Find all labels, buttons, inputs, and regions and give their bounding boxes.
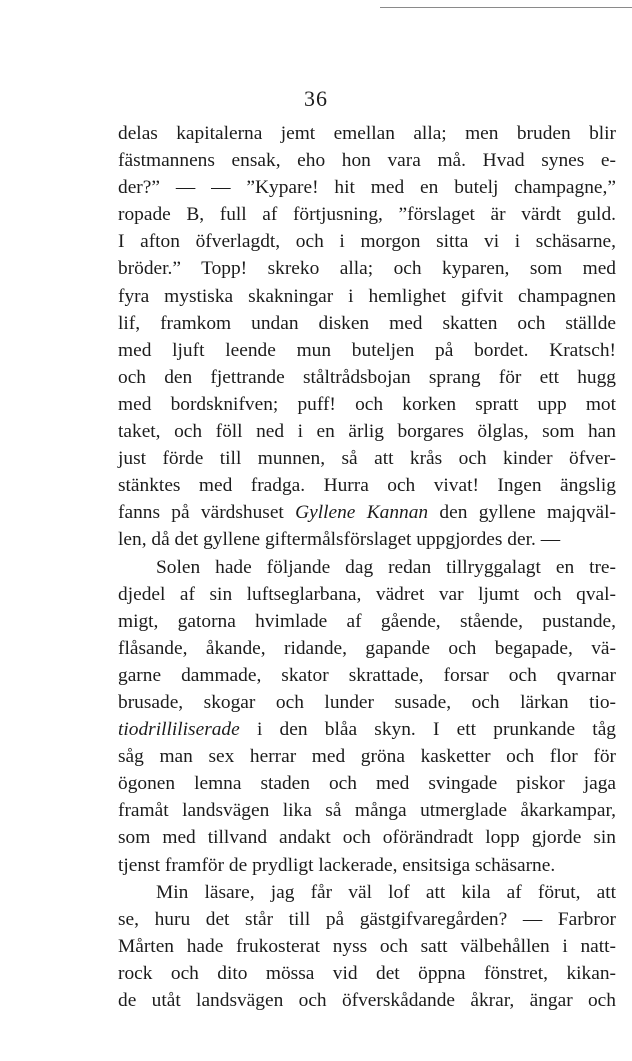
text-line: med ljuft leende mun buteljen på bordet. Kratsch! xyxy=(118,339,616,361)
text-line: migt, gatorna hvimlade af gående, stående, pustande, xyxy=(118,610,616,632)
body-text xyxy=(118,120,616,1014)
text-line: garne dammade, skator skrattade, forsar och qvarnar xyxy=(118,664,616,686)
italic-text: Gyllene Kannan xyxy=(295,502,429,524)
top-rule xyxy=(380,7,632,8)
text-line: med bordsknifven; puff! och korken spratt upp mot xyxy=(118,393,616,415)
text-line xyxy=(118,716,616,743)
text-line xyxy=(118,499,616,526)
text-segment: i den blåa skyn. I ett prunkande tåg xyxy=(239,719,616,741)
text-line: fyra mystiska skakningar i hemlighet gifvit champagnen xyxy=(118,285,616,307)
text-line: I afton öfverlagdt, och i morgon sitta vi i schäsarne, xyxy=(118,231,616,253)
italic-text: tiodrilliliserade xyxy=(118,719,240,741)
text-line: och den fjettrande ståltrådsbojan sprang för ett hugg xyxy=(118,366,616,388)
text-line: fästmannens ensak, eho hon vara må. Hvad synes e- xyxy=(118,150,616,172)
text-line: taket, och föll ned i en ärlig borgares ölglas, som han xyxy=(118,421,616,443)
text-line: de utåt landsvägen och öfverskådande åkrar, ängar och xyxy=(118,990,616,1011)
text-segment: fanns på värdshuset xyxy=(118,502,296,524)
text-segment: den gyllene majqväl- xyxy=(428,502,616,524)
text-line: rock och dito mössa vid det öppna fönstret, kikan- xyxy=(118,962,616,984)
text-line: se, huru det står till på gästgifvaregården? — Farbror xyxy=(118,908,616,930)
text-line: Solen hade följande dag redan tillryggalagt en tre- xyxy=(156,556,616,578)
text-line: Min läsare, jag får väl lof att kila af förut, att xyxy=(156,881,616,903)
text-line: tjenst framför de prydligt lackerade, ensitsiga schäsarne. xyxy=(118,854,556,876)
text-line: stänktes med fradga. Hurra och vivat! Ingen ängslig xyxy=(118,475,616,497)
text-line: der?” — — ”Kypare! hit med en butelj champagne,” xyxy=(118,177,616,199)
text-line: ögonen lemna staden och med svingade piskor jaga xyxy=(118,773,616,795)
text-line: som med tillvand andakt och oförändradt lopp gjorde sin xyxy=(118,827,616,849)
text-line: flåsande, åkande, ridande, gapande och begapade, vä- xyxy=(118,637,616,659)
page-number: 36 xyxy=(304,86,328,111)
text-line: delas kapitalerna jemt emellan alla; men bruden blir xyxy=(118,123,616,144)
text-line: brusade, skogar och lunder susade, och lärkan tio- xyxy=(118,691,616,713)
text-line: ropade B, full af förtjusning, ”förslaget är värdt guld. xyxy=(118,204,616,226)
text-line: lif, framkom undan disken med skatten och ställde xyxy=(118,312,616,334)
text-line: len, då det gyllene giftermålsförslaget uppgjordes der. — xyxy=(118,529,561,551)
text-line: bröder.” Topp! skreko alla; och kyparen, som med xyxy=(118,258,616,280)
text-line: just förde till munnen, så att krås och kinder öfver- xyxy=(118,448,616,470)
text-line: djedel af sin luftseglarbana, vädret var ljumt och qval- xyxy=(118,583,616,605)
text-line: såg man sex herrar med gröna kasketter och flor för xyxy=(118,746,616,768)
text-line: Mårten hade frukosterat nyss och satt välbehållen i natt- xyxy=(118,935,616,957)
text-line: framåt landsvägen lika så många utmerglade åkarkampar, xyxy=(118,800,616,822)
